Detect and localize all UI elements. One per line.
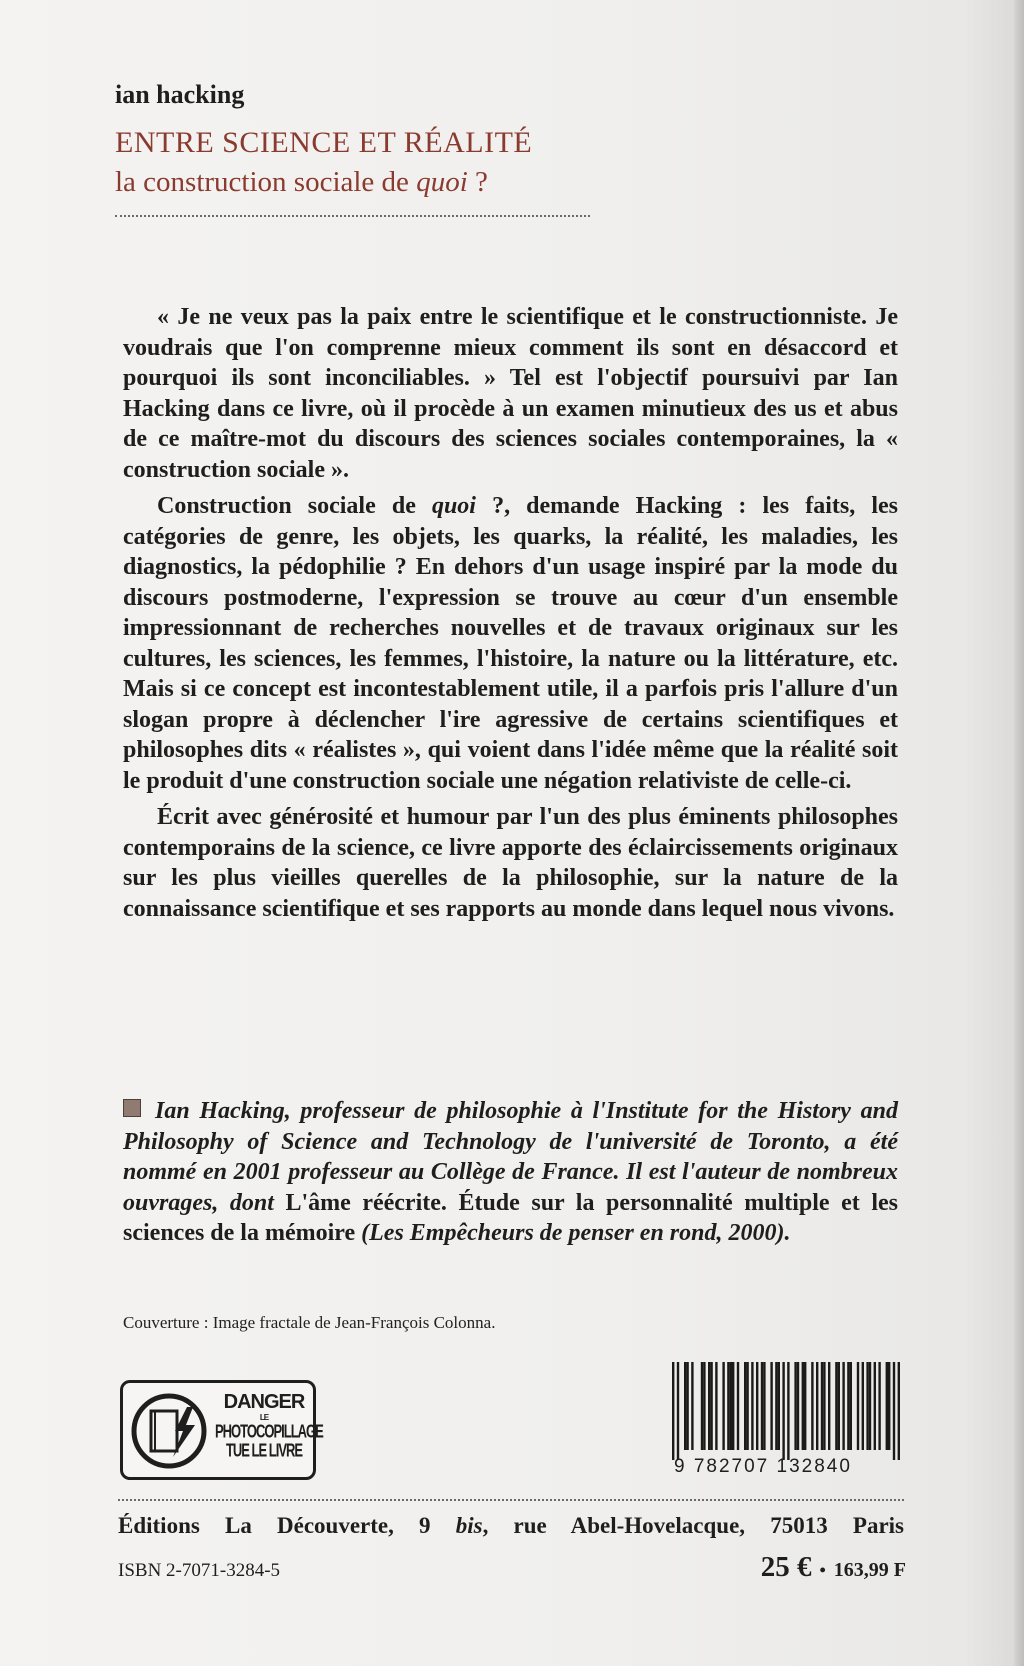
subtitle-end: ? bbox=[467, 166, 488, 198]
p2-emphasis: quoi bbox=[431, 493, 476, 519]
subtitle-text: la construction sociale de bbox=[115, 166, 417, 198]
barcode-bar bbox=[878, 1362, 880, 1450]
barcode-bar bbox=[722, 1362, 724, 1450]
blurb bbox=[123, 302, 898, 930]
barcode-bar bbox=[869, 1362, 871, 1450]
barcode-bar bbox=[850, 1362, 852, 1450]
barcode bbox=[672, 1362, 900, 1460]
author-name: ian hacking bbox=[115, 80, 245, 109]
barcode-bar bbox=[701, 1362, 703, 1450]
price-euro: 25 € bbox=[760, 1551, 812, 1583]
barcode-bar bbox=[686, 1362, 688, 1450]
barcode-bar bbox=[847, 1362, 849, 1450]
barcode-bar bbox=[730, 1362, 732, 1450]
publisher-address bbox=[118, 1513, 904, 1539]
price-franc: 163,99 F bbox=[833, 1559, 906, 1581]
barcode-bar bbox=[804, 1362, 806, 1450]
barcode-bar bbox=[857, 1362, 859, 1450]
barcode-bar bbox=[797, 1362, 799, 1450]
publisher-end: , rue Abel-Hovelacque, 75013 Paris bbox=[482, 1513, 904, 1538]
footer-divider bbox=[118, 1499, 904, 1501]
barcode-bar bbox=[835, 1362, 837, 1450]
barcode-bar bbox=[737, 1362, 739, 1450]
barcode-bar bbox=[802, 1362, 804, 1450]
book-lightning-icon bbox=[129, 1393, 213, 1469]
barcode-bar bbox=[816, 1362, 818, 1450]
barcode-bar bbox=[770, 1362, 772, 1450]
barcode-bar bbox=[691, 1362, 693, 1450]
subtitle-emphasis: quoi bbox=[416, 166, 468, 198]
stamp-text bbox=[215, 1391, 323, 1461]
book-subtitle bbox=[115, 166, 488, 199]
blurb-paragraph-2 bbox=[123, 491, 898, 796]
stamp-line-1: DANGER bbox=[223, 1391, 305, 1413]
barcode-bar bbox=[756, 1362, 758, 1450]
isbn: ISBN 2-7071-3284-5 bbox=[118, 1560, 281, 1581]
barcode-bar bbox=[811, 1362, 813, 1450]
barcode-bar bbox=[703, 1362, 705, 1450]
price bbox=[761, 1551, 906, 1584]
barcode-bar bbox=[893, 1362, 895, 1460]
barcode-bar bbox=[727, 1362, 729, 1450]
barcode-bar bbox=[763, 1362, 765, 1450]
cover-credit: Couverture : Image fractale de Jean-François Colonna. bbox=[123, 1313, 496, 1332]
danger-photocopy-stamp bbox=[120, 1380, 323, 1480]
barcode-bar bbox=[838, 1362, 840, 1450]
barcode-bar bbox=[672, 1362, 674, 1460]
square-bullet-icon bbox=[123, 1099, 141, 1117]
stamp-line-2: LE bbox=[259, 1413, 269, 1422]
barcode-digits: 9 782707 132840 bbox=[674, 1456, 852, 1477]
bio-text: Ian Hacking, professeur de philosophie à l'Institute for the History and Philosophy of Science and Technology de l'université de Toronto, a été nommé en 2001 professeur au Collège de France. Il est l'auteur de nombreux ouvrages, dont bbox=[123, 1098, 898, 1216]
barcode-bar bbox=[886, 1362, 888, 1450]
barcode-bar bbox=[708, 1362, 710, 1450]
price-separator: • bbox=[819, 1560, 826, 1580]
barcode-bar bbox=[842, 1362, 844, 1450]
barcode-bar bbox=[782, 1362, 784, 1460]
stamp-line-4: TUE LE LIVRE bbox=[225, 1439, 303, 1461]
barcode-bar bbox=[715, 1362, 717, 1450]
title-divider bbox=[115, 215, 590, 217]
barcode-bar bbox=[787, 1362, 789, 1460]
barcode-bar bbox=[821, 1362, 823, 1450]
barcode-bar bbox=[898, 1362, 900, 1460]
barcode-bar bbox=[823, 1362, 825, 1450]
barcode-bar bbox=[677, 1362, 679, 1460]
barcode-bar bbox=[888, 1362, 890, 1450]
barcode-bar bbox=[874, 1362, 876, 1450]
barcode-bar bbox=[751, 1362, 753, 1450]
blurb-paragraph-1: « Je ne veux pas la paix entre le scientifique et le constructionniste. Je voudrais que l'on comprenne mieux comment ils sont en désaccord et pourquoi ils sont inconciliables. » Tel est l'objectif poursuivi par Ian Hacking dans ce livre, où il procède à un examen minutieux des us et abus de ce maître-mot du discours des sciences sociales contemporaines, la « construction sociale ». bbox=[123, 304, 898, 483]
barcode-bar bbox=[744, 1362, 746, 1450]
author-bio bbox=[123, 1096, 898, 1249]
barcode-bar bbox=[828, 1362, 830, 1450]
p2-rest: ?, demande Hacking : les faits, les catégories de genre, les objets, les quarks, la réalité, les maladies, les diagnostics, la pédophilie ? En dehors d'un usage inspiré par la mode du discours postmoderne, l'expression se trouve au cœur d'un ensemble impressionnant de recherches nouvelles et de travaux originaux sur les cultures, les sciences, les femmes, l'histoire, la nature ou la littérature, etc. Mais si ce concept est incontestablement utile, il a parfois pris l'allure d'un slogan propre à déclencher l'ire agressive de certains scientifiques et philosophes dits « réalistes », qui voient dans l'idée même que la réalité soit le produit d'une construction sociale une négation relativiste de celle-ci. bbox=[123, 493, 898, 794]
barcode-bar bbox=[862, 1362, 864, 1450]
barcode-bar bbox=[775, 1362, 777, 1450]
barcode-bar bbox=[710, 1362, 712, 1450]
stamp-line-3: PHOTOCOPILLAGE bbox=[215, 1420, 323, 1442]
publisher-start: Éditions La Découverte, 9 bbox=[118, 1513, 456, 1538]
bio-book-title: L'âme réécrite. Étude sur la personnalité multiple et les sciences de la mémoire bbox=[123, 1189, 898, 1246]
barcode-bar bbox=[794, 1362, 796, 1450]
barcode-bar bbox=[761, 1362, 763, 1450]
cover-edge bbox=[1014, 0, 1024, 1666]
publisher-emphasis: bis bbox=[455, 1513, 483, 1538]
barcode-bar bbox=[684, 1362, 686, 1450]
book-title: ENTRE SCIENCE ET RÉALITÉ bbox=[115, 126, 533, 159]
barcode-bar bbox=[746, 1362, 748, 1450]
barcode-bar bbox=[732, 1362, 734, 1450]
bio-publisher: (Les Empêcheurs de penser en rond, 2000). bbox=[355, 1220, 791, 1246]
blurb-paragraph-3: Écrit avec générosité et humour par l'un des plus éminents philosophes contemporains de la science, ce livre apporte des éclaircissements originaux sur les plus vieilles querelles de la philosophie, sur la nature de la connaissance scientifique et ses rapports au monde dans lequel nous vivons. bbox=[123, 804, 898, 922]
p2-start: Construction sociale de bbox=[157, 493, 432, 519]
barcode-bar bbox=[866, 1362, 868, 1450]
barcode-bar bbox=[778, 1362, 780, 1450]
